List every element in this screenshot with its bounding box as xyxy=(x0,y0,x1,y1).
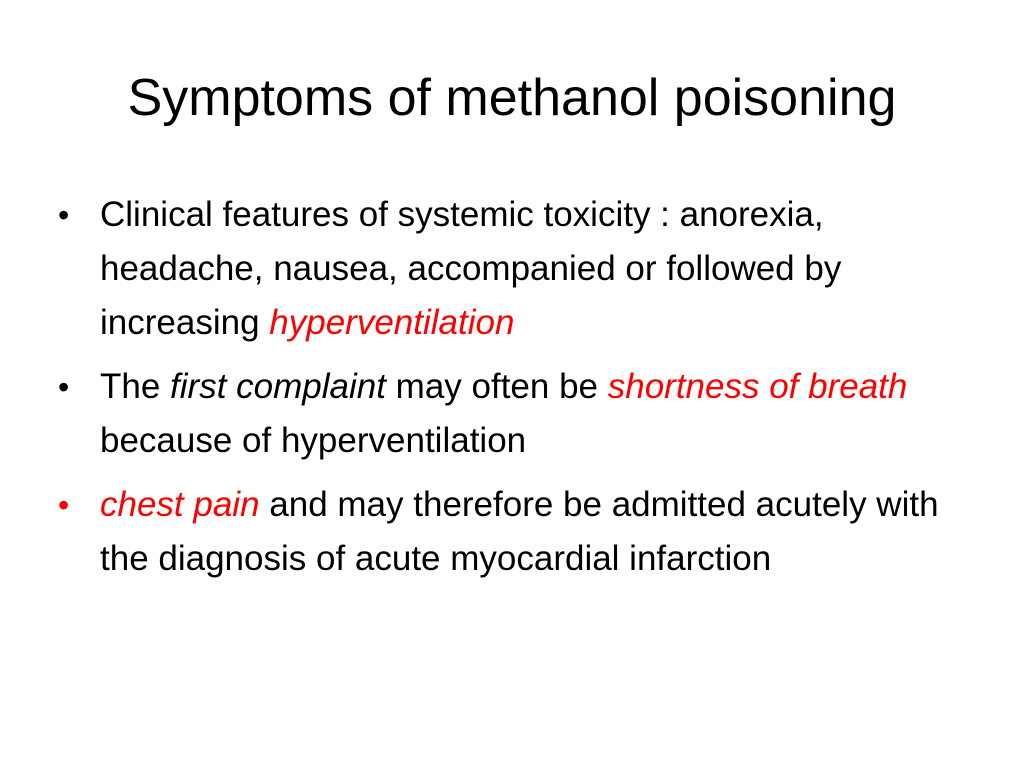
bullet-item-chest-pain xyxy=(58,478,978,586)
bullet-marker: • xyxy=(58,369,70,405)
bullet-text: The xyxy=(100,367,171,406)
bullet-list xyxy=(58,188,978,596)
highlight-chest-pain: chest pain xyxy=(100,485,260,524)
highlight-hyperventilation: hyperventilation xyxy=(269,303,515,342)
bullet-marker-red: • xyxy=(58,487,70,523)
bullet-item-first-complaint xyxy=(58,360,978,468)
bullet-text: may often be xyxy=(385,367,608,406)
bullet-text: because of hyperventilation xyxy=(100,421,527,460)
slide-title: Symptoms of methanol poisoning xyxy=(127,69,897,127)
bullet-text: Clinical features of systemic toxicity : anorexia, headache, nausea, accompanied or followed by increasing xyxy=(100,195,842,342)
emphasis-first-complaint: first complaint xyxy=(170,367,386,406)
bullet-item-hyperventilation xyxy=(58,188,978,350)
highlight-shortness-of-breath: shortness of breath xyxy=(607,367,908,406)
bullet-marker: • xyxy=(58,197,70,233)
bullet-text: and may therefore be admitted acutely with the diagnosis of acute myocardial infarction xyxy=(100,485,939,578)
